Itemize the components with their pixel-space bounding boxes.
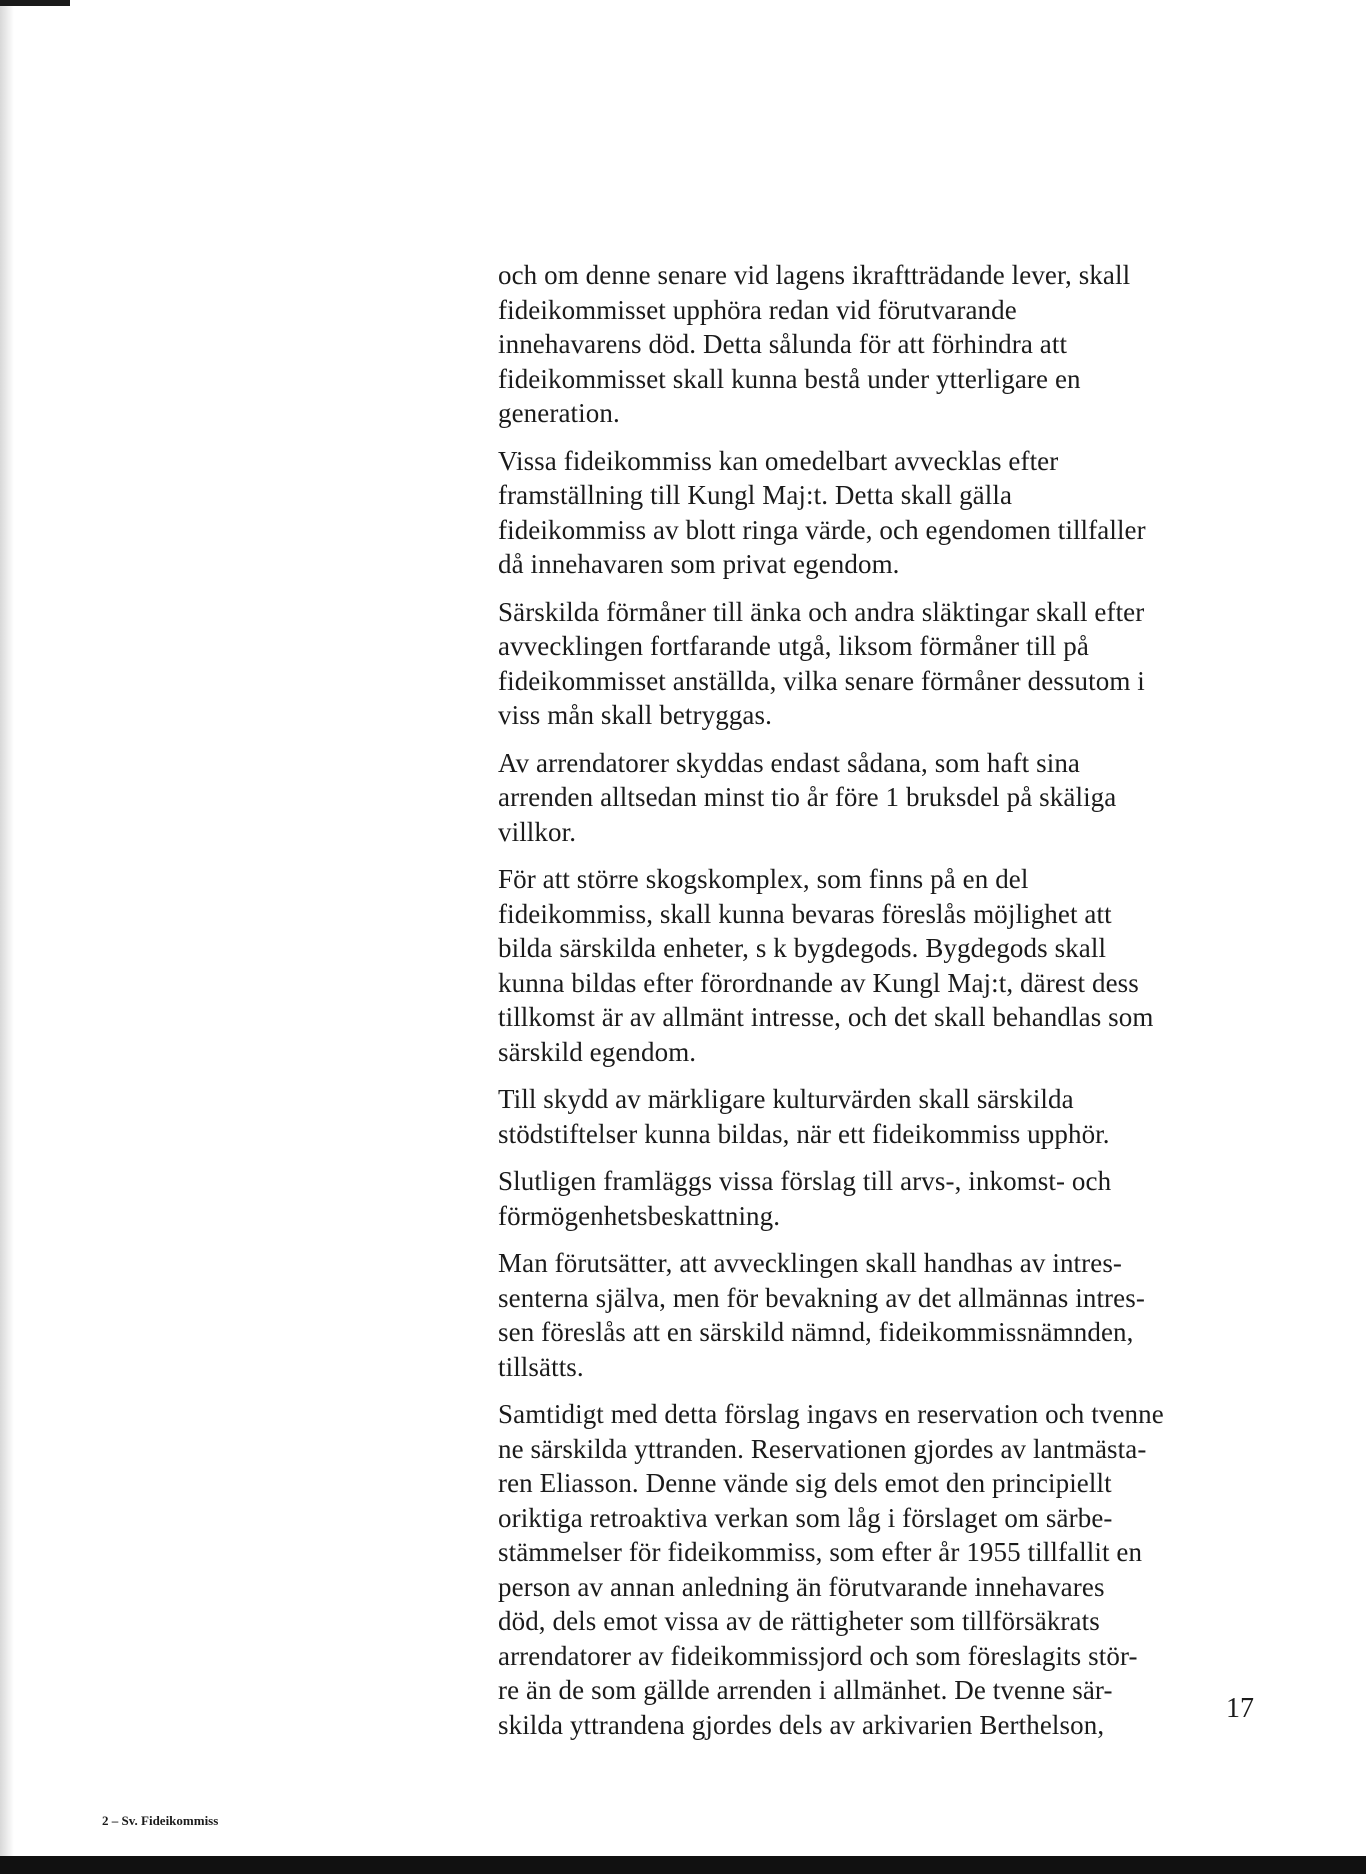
paragraph: Slutligen framläggs vissa förslag till arvs-, inkomst- och förmögenhetsbeskattning. [498, 1166, 1112, 1231]
paragraph: Samtidigt med detta förslag ingavs en reservation och tvenne ne särskilda yttranden. Reservationen gjordes av lantmästa- ren Eliasson. Denne vände sig dels emot den principiellt oriktiga retroaktiva verkan som låg i förslaget om särbe- stämmelser för fideikommiss, som efter år 1955 tillfallit en person av annan anledning än förutvarande innehavares död, dels emot vissa av de rättigheter som tillförsäkrats arrendatorer av fideikommissjord och som föreslagits stör- re än de som gällde arrenden i allmänhet. De tvenne sär- skilda yttrandena gjordes dels av arkivarien Berthelson, [498, 1399, 1164, 1740]
paragraph: Vissa fideikommiss kan omedelbart avvecklas efter framställning till Kungl Maj:t. Detta skall gälla fideikommiss av blott ringa värde, och egendomen tillfaller då innehavaren som privat egendom. [498, 445, 1146, 579]
scan-edge-mark [0, 0, 70, 20]
paragraph: Till skydd av märkligare kulturvärden skall särskilda stödstiftelser kunna bildas, när ett fideikommiss upphör. [498, 1084, 1110, 1149]
signature-mark: 2 – Sv. Fideikommiss [102, 1813, 219, 1828]
paragraph: Särskilda förmåner till änka och andra släktingar skall efter avvecklingen fortfarande utgå, liksom förmåner till på fideikommisset anställda, vilka senare förmåner dessutom i viss mån skall betryggas. [498, 596, 1145, 730]
scan-bottom-edge [0, 1856, 1366, 1874]
paragraph: och om denne senare vid lagens ikraftträdande lever, skall fideikommisset upphöra redan vid förutvarande innehavarens död. Detta sålunda för att förhindra att fideikommisset skall kunna bestå under ytterligare en generation. [498, 260, 1131, 428]
page-number: 17 [1226, 1693, 1254, 1724]
paragraph: För att större skogskomplex, som finns på en del fideikommiss, skall kunna bevaras föreslås möjlighet att bilda särskilda enheter, s k bygdegods. Bygdegods skall kunna bildas efter förordnande av Kungl Maj:t, därest dess tillkomst är av allmänt intresse, och det skall behandlas som särskild egendom. [498, 864, 1154, 1067]
paragraph: Av arrendatorer skyddas endast sådana, som haft sina arrenden alltsedan minst tio år före 1 bruksdel på skäliga villkor. [498, 747, 1117, 847]
body-text [498, 258, 1258, 1755]
page-edge-shadow [0, 0, 14, 1874]
paragraph: Man förutsätter, att avvecklingen skall handhas av intres- senterna själva, men för bevakning av det allmännas intres- sen föreslås att en särskild nämnd, fideikommissnämnden, tillsätts. [498, 1248, 1145, 1382]
